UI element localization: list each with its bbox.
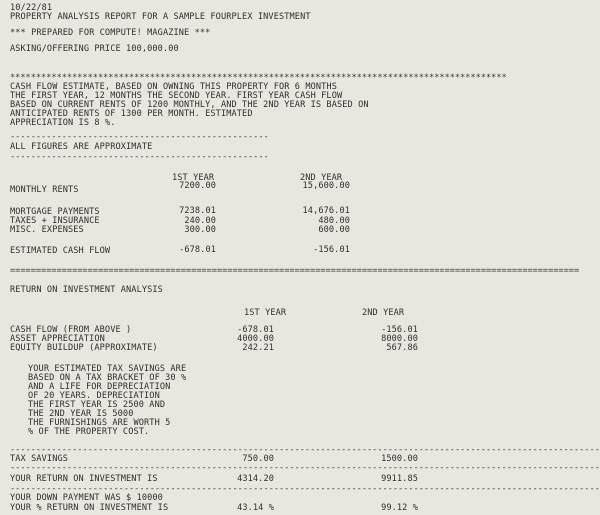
roi-row-label: EQUITY BUILDUP (APPROXIMATE) — [10, 343, 158, 353]
roi-row-y1: -678.01 — [237, 325, 274, 335]
roi-row-label: CASH FLOW (FROM ABOVE ) — [10, 325, 132, 335]
cashflow-row-y2: 14,676.01 — [302, 206, 350, 216]
down-payment: YOUR DOWN PAYMENT WAS $ 10000 — [10, 493, 163, 503]
report-title: PROPERTY ANALYSIS REPORT FOR A SAMPLE FOURPLEX INVESTMENT — [10, 12, 311, 22]
dash-rule: -------------------------------------------------- — [10, 132, 269, 142]
cashflow-desc-line: THE FIRST YEAR, 12 MONTHS THE SECOND YEAR. FIRST YEAR CASH FLOW — [10, 91, 343, 101]
tax-note-line: THE FURNISHINGS ARE WORTH 5 — [28, 418, 171, 428]
cashflow-row-y2: 15,600.00 — [302, 181, 350, 191]
tax-savings-y1: 750.00 — [242, 454, 274, 464]
tax-savings-label: TAX SAVINGS — [10, 454, 69, 464]
roi-row-label: ASSET APPRECIATION — [10, 334, 105, 344]
dash-rule-long: ------------------------------------------------------------------------------------------------------------------ — [10, 445, 600, 455]
cashflow-desc-line: CASH FLOW ESTIMATE, BASED ON OWNING THIS PROPERTY FOR 6 MONTHS — [10, 82, 337, 92]
tax-note-line: AND A LIFE FOR DEPRECIATION — [28, 382, 171, 392]
prepared-for: *** PREPARED FOR COMPUTE! MAGAZINE *** — [10, 28, 211, 38]
roi-col-1st-year: 1ST YEAR — [244, 308, 287, 318]
cashflow-row-label: MORTGAGE PAYMENTS — [10, 207, 100, 217]
cashflow-desc-line: APPRECIATION IS 8 %. — [10, 118, 116, 128]
tax-savings-y2: 1500.00 — [381, 454, 418, 464]
cashflow-row-y1: 7200.00 — [179, 181, 216, 191]
dash-rule-long: ------------------------------------------------------------------------------------------------------------------ — [10, 484, 600, 494]
tax-note-line: % OF THE PROPERTY COST. — [28, 427, 150, 437]
dash-rule-long: ------------------------------------------------------------------------------------------------------------------ — [10, 463, 600, 473]
dash-rule: -------------------------------------------------- — [10, 152, 269, 162]
cashflow-row-y2: 480.00 — [318, 216, 350, 226]
roi-heading: RETURN ON INVESTMENT ANALYSIS — [10, 285, 163, 295]
roi-row-y1: 242.21 — [242, 343, 274, 353]
cashflow-row-y1: -678.01 — [179, 245, 216, 255]
return-y1: 4314.20 — [237, 474, 274, 484]
roi-row-y2: -156.01 — [381, 325, 418, 335]
tax-note-line: THE FIRST YEAR IS 2500 AND — [28, 400, 166, 410]
equals-rule: ============================================================================================================== — [10, 266, 580, 276]
tax-note-line: YOUR ESTIMATED TAX SAVINGS ARE — [28, 364, 187, 374]
report-date: 10/22/81 — [10, 3, 53, 13]
cashflow-desc-line: ANTICIPATED RENTS OF 1300 PER MONTH. ESTIMATED — [10, 109, 253, 119]
cashflow-row-y1: 240.00 — [184, 216, 216, 226]
cashflow-row-y2: 600.00 — [318, 225, 350, 235]
cashflow-col-1st-year: 1ST YEAR — [172, 173, 215, 183]
cashflow-row-label: ESTIMATED CASH FLOW — [10, 246, 111, 256]
asking-price: ASKING/OFFERING PRICE 100,000.00 — [10, 44, 179, 54]
star-rule: ************************************************************************************************ — [10, 73, 507, 83]
cashflow-row-y1: 7238.01 — [179, 206, 216, 216]
cashflow-desc-line: BASED ON CURRENT RENTS OF 1200 MONTHLY, AND THE 2ND YEAR IS BASED ON — [10, 100, 369, 110]
cashflow-col-2nd-year: 2ND YEAR — [300, 173, 343, 183]
cashflow-row-label: MONTHLY RENTS — [10, 185, 79, 195]
cashflow-row-y1: 300.00 — [184, 225, 216, 235]
cashflow-row-label: TAXES + INSURANCE — [10, 216, 100, 226]
pct-return-y1: 43.14 % — [237, 503, 274, 513]
roi-col-2nd-year: 2ND YEAR — [362, 308, 405, 318]
tax-note-line: OF 20 YEARS. DEPRECIATION — [28, 391, 160, 401]
roi-row-y1: 4000.00 — [237, 334, 274, 344]
pct-return-label: YOUR % RETURN ON INVESTMENT IS — [10, 503, 169, 513]
roi-row-y2: 8000.00 — [381, 334, 418, 344]
tax-note-line: THE 2ND YEAR IS 5000 — [28, 409, 134, 419]
cashflow-row-y2: -156.01 — [313, 245, 350, 255]
return-y2: 9911.85 — [381, 474, 418, 484]
approx-note: ALL FIGURES ARE APPROXIMATE — [10, 142, 153, 152]
return-label: YOUR RETURN ON INVESTMENT IS — [10, 474, 158, 484]
pct-return-y2: 99.12 % — [381, 503, 418, 513]
cashflow-row-label: MISC. EXPENSES — [10, 225, 84, 235]
roi-row-y2: 567.86 — [386, 343, 418, 353]
tax-note-line: BASED ON A TAX BRACKET OF 30 % — [28, 373, 187, 383]
